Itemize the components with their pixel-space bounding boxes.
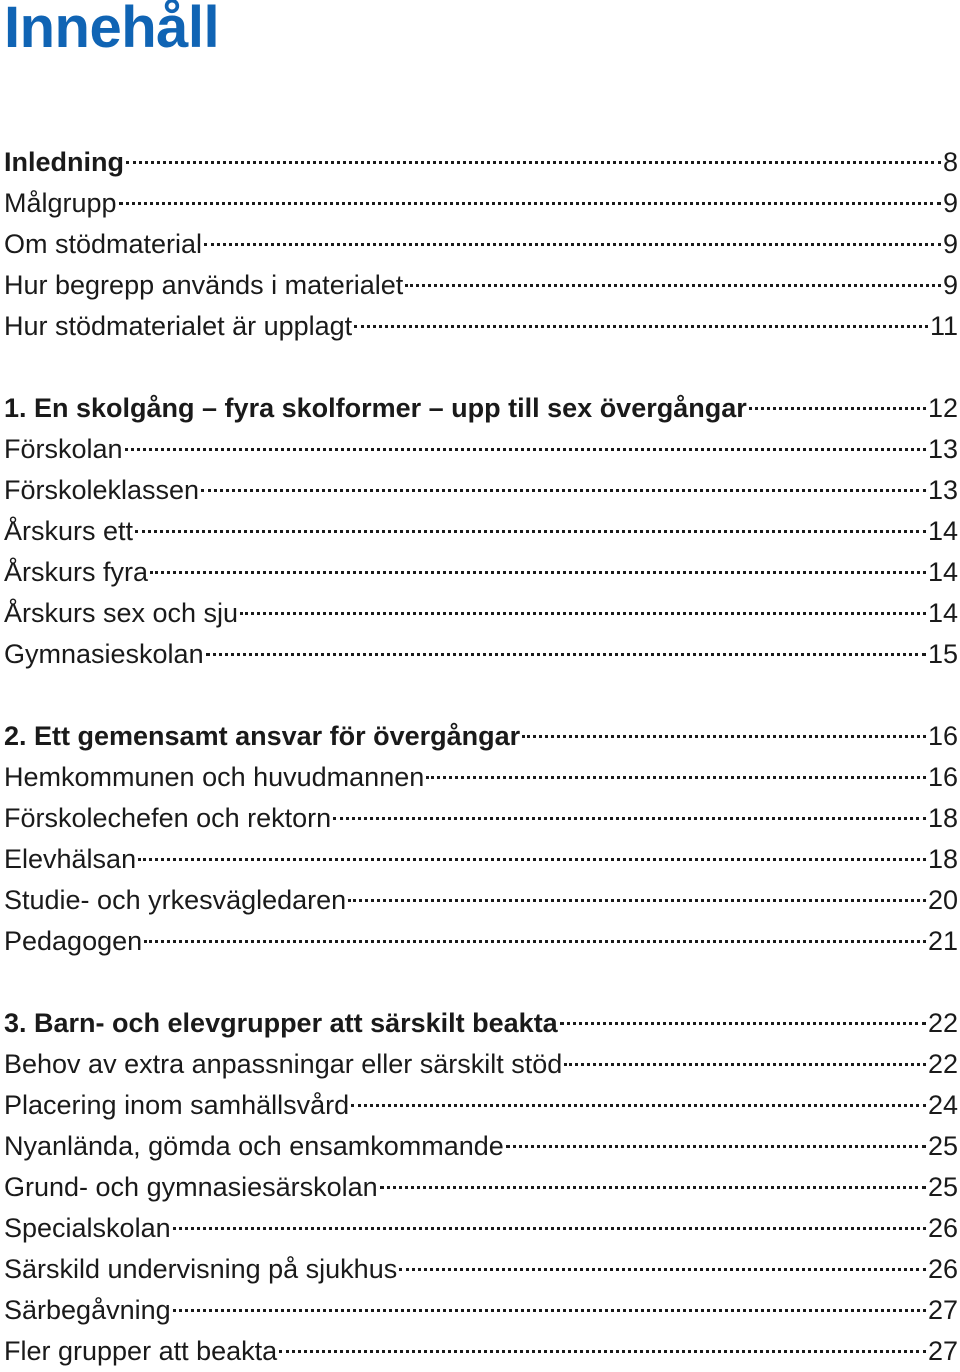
toc-entry-label: 1. En skolgång – fyra skolformer – upp till sex övergångar bbox=[4, 393, 747, 423]
toc-entry-page-number: 14 bbox=[927, 557, 958, 587]
toc-entry-label: Årskurs sex och sju bbox=[4, 598, 239, 628]
toc-entry[interactable] bbox=[4, 1085, 958, 1126]
dot-leader bbox=[173, 1309, 926, 1312]
dot-leader bbox=[380, 1186, 926, 1189]
toc-entry[interactable] bbox=[4, 224, 958, 265]
toc-entry[interactable] bbox=[4, 757, 958, 798]
toc-entry-page-number: 26 bbox=[927, 1254, 958, 1284]
toc-entry-label: Placering inom samhällsvård bbox=[4, 1090, 350, 1120]
toc-entry-label: 2. Ett gemensamt ansvar för övergångar bbox=[4, 721, 521, 751]
toc-entry-page-number: 16 bbox=[927, 721, 958, 751]
dot-leader bbox=[240, 612, 926, 615]
dot-leader bbox=[150, 571, 926, 574]
toc-entry[interactable] bbox=[4, 183, 958, 224]
toc-entry[interactable] bbox=[4, 511, 958, 552]
table-of-contents bbox=[4, 142, 958, 1372]
dot-leader bbox=[749, 407, 926, 410]
toc-entry[interactable] bbox=[4, 1044, 958, 1085]
toc-entry-label: Pedagogen bbox=[4, 926, 143, 956]
toc-entry-label: Förskolechefen och rektorn bbox=[4, 803, 332, 833]
toc-entry[interactable] bbox=[4, 593, 958, 634]
dot-leader bbox=[201, 489, 926, 492]
toc-entry-page-number: 27 bbox=[927, 1295, 958, 1325]
toc-entry-label: Årskurs fyra bbox=[4, 557, 149, 587]
dot-leader bbox=[138, 858, 926, 861]
dot-leader bbox=[125, 448, 926, 451]
toc-entry[interactable] bbox=[4, 921, 958, 962]
dot-leader bbox=[144, 940, 926, 943]
toc-entry-page-number: 16 bbox=[927, 762, 958, 792]
toc-entry-label: Hur stödmaterialet är upplagt bbox=[4, 311, 353, 341]
toc-entry[interactable] bbox=[4, 1290, 958, 1331]
dot-leader bbox=[206, 653, 926, 656]
toc-entry-page-number: 25 bbox=[927, 1172, 958, 1202]
toc-entry-label: Hemkommunen och huvudmannen bbox=[4, 762, 425, 792]
dot-leader bbox=[204, 243, 941, 246]
dot-leader bbox=[351, 1104, 926, 1107]
dot-leader bbox=[135, 530, 926, 533]
toc-entry-label: Målgrupp bbox=[4, 188, 117, 218]
toc-entry-page-number: 18 bbox=[927, 803, 958, 833]
toc-entry[interactable] bbox=[4, 429, 958, 470]
toc-entry-label: Särskild undervisning på sjukhus bbox=[4, 1254, 398, 1284]
dot-leader bbox=[560, 1022, 926, 1025]
toc-entry-label: Nyanlända, gömda och ensamkommande bbox=[4, 1131, 504, 1161]
dot-leader bbox=[522, 735, 926, 738]
dot-leader bbox=[279, 1350, 926, 1353]
toc-entry-page-number: 14 bbox=[927, 598, 958, 628]
toc-entry-page-number: 14 bbox=[927, 516, 958, 546]
toc-entry-page-number: 27 bbox=[927, 1336, 958, 1366]
dot-leader bbox=[426, 776, 926, 779]
dot-leader bbox=[564, 1063, 926, 1066]
toc-entry[interactable] bbox=[4, 1167, 958, 1208]
toc-entry-page-number: 11 bbox=[929, 311, 958, 341]
toc-entry-page-number: 9 bbox=[942, 229, 958, 259]
toc-entry-label: Förskolan bbox=[4, 434, 123, 464]
toc-entry-label: Grund- och gymnasiesärskolan bbox=[4, 1172, 378, 1202]
dot-leader bbox=[405, 284, 941, 287]
toc-entry-page-number: 24 bbox=[927, 1090, 958, 1120]
toc-entry[interactable] bbox=[4, 470, 958, 511]
toc-entry-label: Fler grupper att beakta bbox=[4, 1336, 278, 1366]
toc-entry[interactable] bbox=[4, 306, 958, 347]
toc-entry-page-number: 25 bbox=[927, 1131, 958, 1161]
toc-entry-label: Specialskolan bbox=[4, 1213, 171, 1243]
toc-entry-page-number: 26 bbox=[927, 1213, 958, 1243]
dot-leader bbox=[333, 817, 926, 820]
toc-entry[interactable] bbox=[4, 880, 958, 921]
toc-entry-label: Årskurs ett bbox=[4, 516, 134, 546]
toc-entry[interactable] bbox=[4, 634, 958, 675]
toc-entry[interactable] bbox=[4, 1126, 958, 1167]
toc-entry-page-number: 20 bbox=[927, 885, 958, 915]
toc-entry[interactable] bbox=[4, 552, 958, 593]
toc-entry-label: Elevhälsan bbox=[4, 844, 137, 874]
toc-entry-page-number: 13 bbox=[927, 434, 958, 464]
toc-entry-label: Gymnasieskolan bbox=[4, 639, 204, 669]
toc-entry[interactable] bbox=[4, 1249, 958, 1290]
toc-entry-label: Om stödmaterial bbox=[4, 229, 203, 259]
toc-entry-label: Särbegåvning bbox=[4, 1295, 171, 1325]
toc-heading-entry[interactable] bbox=[4, 142, 958, 183]
dot-leader bbox=[126, 161, 941, 164]
dot-leader bbox=[506, 1145, 926, 1148]
toc-entry-page-number: 22 bbox=[927, 1049, 958, 1079]
toc-section bbox=[4, 716, 958, 962]
toc-section bbox=[4, 142, 958, 347]
page-title: Innehåll bbox=[4, 0, 220, 60]
dot-leader bbox=[173, 1227, 926, 1230]
toc-entry[interactable] bbox=[4, 1331, 958, 1372]
toc-entry-label: 3. Barn- och elevgrupper att särskilt beakta bbox=[4, 1008, 558, 1038]
toc-heading-entry[interactable] bbox=[4, 388, 958, 429]
toc-entry-label: Inledning bbox=[4, 147, 124, 177]
toc-entry-label: Studie- och yrkesvägledaren bbox=[4, 885, 347, 915]
toc-entry-page-number: 9 bbox=[942, 188, 958, 218]
dot-leader bbox=[354, 325, 928, 328]
toc-entry-page-number: 22 bbox=[927, 1008, 958, 1038]
toc-entry[interactable] bbox=[4, 265, 958, 306]
toc-entry-label: Hur begrepp används i materialet bbox=[4, 270, 404, 300]
toc-entry-page-number: 21 bbox=[927, 926, 958, 956]
toc-entry[interactable] bbox=[4, 1208, 958, 1249]
toc-section bbox=[4, 1003, 958, 1372]
toc-section bbox=[4, 388, 958, 675]
toc-entry[interactable] bbox=[4, 839, 958, 880]
toc-entry-page-number: 8 bbox=[942, 147, 958, 177]
toc-entry-page-number: 13 bbox=[927, 475, 958, 505]
toc-entry-page-number: 12 bbox=[927, 393, 958, 423]
dot-leader bbox=[399, 1268, 926, 1271]
toc-heading-entry[interactable] bbox=[4, 1003, 958, 1044]
toc-entry-page-number: 18 bbox=[927, 844, 958, 874]
toc-entry-label: Förskoleklassen bbox=[4, 475, 200, 505]
toc-entry-page-number: 9 bbox=[942, 270, 958, 300]
toc-entry-page-number: 15 bbox=[927, 639, 958, 669]
dot-leader bbox=[348, 899, 926, 902]
dot-leader bbox=[119, 202, 941, 205]
toc-entry-label: Behov av extra anpassningar eller särskilt stöd bbox=[4, 1049, 563, 1079]
toc-entry[interactable] bbox=[4, 798, 958, 839]
toc-heading-entry[interactable] bbox=[4, 716, 958, 757]
